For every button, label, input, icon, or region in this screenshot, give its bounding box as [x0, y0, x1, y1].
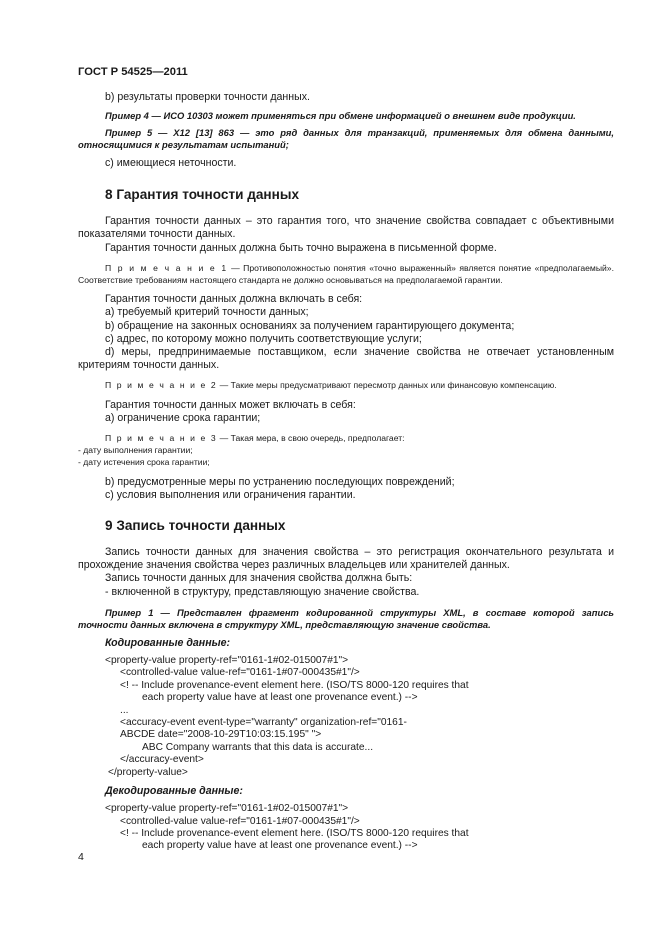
- decoded-code-block: [78, 803, 614, 853]
- code-line: <property-value property-ref="0161-1#02-015007#1">: [105, 803, 349, 815]
- page-number: 4: [78, 851, 84, 863]
- note-3-item: - дату выполнения гарантии;: [78, 445, 193, 456]
- sec8-paragraph-1: Гарантия точности данных – это гарантия того, что значение свойства совпадает с объективными показателями точности данных.: [78, 215, 614, 241]
- code-line: each property value have at least one provenance event.) -->: [142, 840, 418, 852]
- section-8-title: 8 Гарантия точности данных: [105, 187, 300, 203]
- note-3: [78, 432, 614, 444]
- code-line: ABCDE date="2008-10-29T10:03:15.195" ">: [120, 729, 322, 741]
- list-item-b: b) результаты проверки точности данных.: [105, 91, 310, 103]
- note-2-text: — Такие меры предусматривают пересмотр данных или финансовую компенсацию.: [217, 380, 557, 391]
- code-line: <controlled-value value-ref="0161-1#07-000435#1"/>: [120, 815, 360, 827]
- decoded-data-label: Декодированные данные:: [105, 785, 243, 798]
- note-3-item: - дату истечения срока гарантии;: [78, 457, 210, 468]
- encoded-data-label: Кодированные данные:: [105, 637, 231, 650]
- example-5: Пример 5 — X12 [13] 863 — это ряд данных для транзакций, применяемых для обмена данными, относящимися к результатам испытаний;: [78, 126, 614, 151]
- code-line: ABC Company warrants that this data is accurate...: [142, 741, 374, 753]
- section-9-title: 9 Запись точности данных: [105, 518, 286, 534]
- code-line: ...: [120, 704, 129, 716]
- note-2: [78, 379, 614, 391]
- note-2-label: П р и м е ч а н и е 2: [105, 380, 218, 391]
- document-code-header: ГОСТ Р 54525—2011: [78, 66, 188, 78]
- code-line: <! -- Include provenance-event element here. (ISO/TS 8000-120 requires that: [120, 679, 469, 691]
- code-line: <! -- Include provenance-event element here. (ISO/TS 8000-120 requires that: [120, 827, 469, 839]
- code-line: <controlled-value value-ref="0161-1#07-000435#1"/>: [120, 667, 360, 679]
- list-item-c: c) имеющиеся неточности.: [105, 156, 237, 169]
- sec8-paragraph-2: Гарантия точности данных должна быть точно выражена в письменной форме.: [105, 241, 497, 254]
- list1-item-c: c) адрес, по которому можно получить соответствующие услуги;: [105, 332, 422, 345]
- note-1-text: — Противоположностью понятия «точно выраженный» является понятие «предполагаемый». Соответствие требованиям настоящего стандарта не должно основываться на предполагаемой гарантии.: [78, 262, 614, 285]
- list2-item-a: a) ограничение срока гарантии;: [105, 411, 261, 424]
- list1-item-b: b) обращение на законных основаниях за получением гарантирующего документа;: [105, 319, 515, 332]
- sec8-paragraph-3: Гарантия точности данных должна включать в себя:: [105, 293, 363, 306]
- list2-item-b: b) предусмотренные меры по устранению последующих повреждений;: [105, 475, 455, 488]
- sec8-paragraph-4: Гарантия точности данных может включать в себя:: [105, 398, 356, 411]
- code-line: </accuracy-event>: [120, 754, 204, 766]
- example-1: Пример 1 — Представлен фрагмент кодированной структуры XML, в составе которой запись точности данных включена в структуру XML, представляющую значение свойства.: [78, 606, 614, 631]
- note-1: [78, 262, 614, 286]
- code-line: <accuracy-event event-type="warranty" organization-ref="0161-: [120, 717, 407, 729]
- sec9-paragraph-2: Запись точности данных для значения свойства должна быть:: [105, 572, 413, 585]
- list1-item-a: a) требуемый критерий точности данных;: [105, 306, 309, 319]
- sec9-paragraph-3: - включенной в структуру, представляющую значение свойства.: [105, 585, 420, 598]
- example-4: Пример 4 — ИСО 10303 может применяться при обмене информацией о внешнем виде продукции.: [105, 110, 576, 122]
- code-line: each property value have at least one provenance event.) -->: [142, 692, 418, 704]
- code-line: <property-value property-ref="0161-1#02-015007#1">: [105, 655, 349, 667]
- encoded-code-block: [78, 655, 614, 779]
- note-1-label: П р и м е ч а н и е 1: [105, 262, 228, 273]
- code-line: </property-value>: [108, 766, 188, 778]
- page-body: [78, 91, 614, 853]
- sec9-paragraph-1: Запись точности данных для значения свойства – это регистрация окончательного результата и прохождение значения свойства через различных владельцев или хранителей данных.: [78, 546, 614, 572]
- note-3-text: — Такая мера, в свою очередь, предполагает:: [217, 433, 405, 444]
- list1-item-d: d) меры, предпринимаемые поставщиком, если значение свойства не отвечает установленным критериям точности данных.: [78, 346, 614, 372]
- list2-item-c: c) условия выполнения или ограничения гарантии.: [105, 488, 356, 501]
- note-3-label: П р и м е ч а н и е 3: [105, 433, 218, 444]
